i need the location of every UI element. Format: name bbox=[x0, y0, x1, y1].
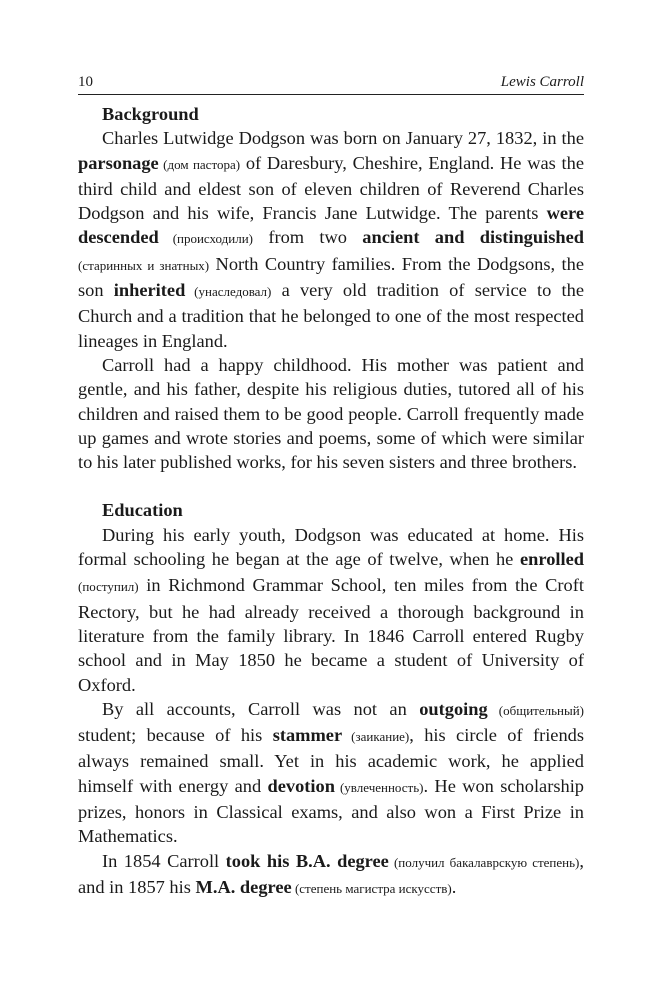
text-run: , and in 1857 his bbox=[78, 850, 584, 897]
text-run: a very old tradition of service to the Church and a tradition that he belonged to one of the most respected lineages in England. bbox=[78, 280, 584, 351]
text-run: in Richmond Grammar School, ten miles from the Croft Rectory, but he had already received a thorough background in literature from the family library. In 1846 Carroll entered Rugby school and in May 1850 he became a student of University of Oxford. bbox=[78, 575, 584, 695]
running-head bbox=[78, 74, 584, 95]
glossed-term: ancient and distinguished bbox=[362, 227, 584, 248]
paragraph bbox=[78, 126, 584, 353]
paragraph bbox=[78, 523, 584, 697]
russian-gloss: (заикание) bbox=[342, 729, 410, 745]
text-run: In 1854 Carroll bbox=[102, 850, 226, 871]
text-run: from two bbox=[253, 227, 363, 248]
russian-gloss: (дом пастора) bbox=[158, 156, 241, 172]
russian-gloss: (общительный) bbox=[487, 702, 585, 718]
text-run: . He won scholarship prizes, honors in Classical exams, and also won a First Prize in Mathematics. bbox=[78, 775, 584, 847]
glossed-term: stammer bbox=[272, 725, 343, 746]
text-run: Charles Lutwidge Dodgson was born on January 27, 1832, in the bbox=[102, 128, 584, 149]
russian-gloss: (старинных и знатных) bbox=[78, 257, 210, 273]
russian-gloss: (поступил) bbox=[78, 579, 139, 595]
glossed-term: were descended bbox=[78, 203, 584, 248]
paragraph bbox=[78, 849, 584, 902]
glossed-term: enrolled bbox=[519, 549, 584, 570]
text-run: , his circle of friends always remained small. Yet in his academic work, he applied himself with energy and bbox=[78, 725, 585, 796]
russian-gloss: (унаследовал) bbox=[185, 284, 272, 300]
text-run: During his early youth, Dodgson was educated at home. His formal schooling he began at the age of twelve, when he bbox=[78, 524, 584, 570]
text-run: By all accounts, Carroll was not an bbox=[102, 698, 420, 719]
glossed-term: outgoing bbox=[419, 698, 488, 719]
running-title: Lewis Carroll bbox=[500, 74, 584, 90]
section-heading-background: Background bbox=[102, 104, 199, 124]
section-heading-education: Education bbox=[102, 500, 183, 521]
text-run: North Country families. From the Dodgsons, the son bbox=[78, 253, 585, 301]
glossed-term: inherited bbox=[113, 280, 186, 301]
text-run: Carroll had a happy childhood. His mother was patient and gentle, and his father, despite his religious duties, tutored all of his children and raised them to be good people. Carroll frequently made up games and wrote stories and poems, some of which were similar to his later published works, for his seven sisters and three brothers. bbox=[78, 354, 584, 473]
paragraph bbox=[78, 353, 584, 474]
russian-gloss: (получил бакалаврскую степень) bbox=[388, 854, 580, 870]
glossed-term: devotion bbox=[267, 775, 335, 796]
text-run: of Daresbury, Cheshire, England. He was the third child and eldest son of eleven children of Reverend Charles Dodgson and his wife, Francis Jane Lutwidge. The parents bbox=[78, 152, 585, 224]
page-number: 10 bbox=[78, 74, 93, 90]
russian-gloss: (степень магистра искусств) bbox=[291, 880, 452, 896]
glossed-term: parsonage bbox=[78, 152, 159, 173]
russian-gloss: (увлеченность) bbox=[334, 779, 424, 795]
text-run: . bbox=[451, 876, 457, 897]
russian-gloss: (происходили) bbox=[158, 231, 254, 247]
glossed-term: took his B.A. degree bbox=[225, 850, 389, 871]
paragraph bbox=[78, 697, 584, 849]
page-body bbox=[78, 102, 584, 901]
glossed-term: M.A. degree bbox=[195, 876, 292, 897]
text-run: student; because of his bbox=[78, 725, 273, 746]
section-gap bbox=[78, 474, 584, 498]
